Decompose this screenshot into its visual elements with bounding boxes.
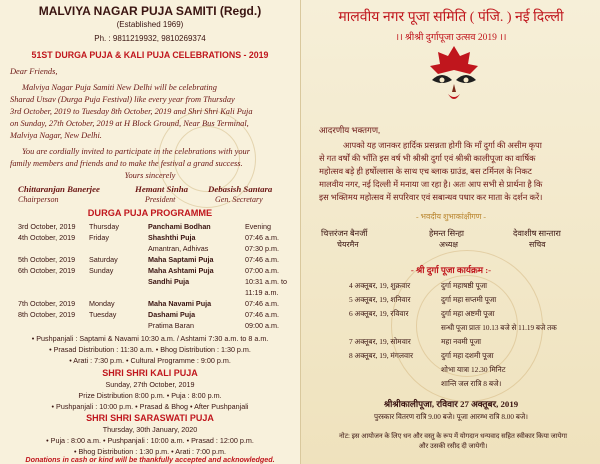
signatory-role: President	[145, 195, 176, 204]
invite-line: family members and friends and to make the festival a grand success.	[10, 159, 243, 168]
letter-line: Malviya Nagar Puja Samiti New Delhi will be celebrating	[22, 83, 217, 92]
hindi-programme-event: शोभा यात्रा 12.30 मिनिट	[441, 365, 506, 374]
kali-title: SHRI SHRI KALI PUJA	[102, 368, 198, 378]
hindi-org-name: मालवीय नगर पूजा समिति ( पंजि. ) नई दिल्ली	[338, 10, 564, 25]
programme-time: 07:46 a.m.	[245, 233, 279, 242]
left-pupil	[440, 78, 445, 83]
hindi-programme-event: दुर्गा महा दशमी पूजा	[441, 351, 494, 360]
saraswati-date: Thursday, 30th January, 2020	[102, 425, 198, 434]
hindi-letter-line: महोत्सव बड़े ही हर्षोल्लास के साथ एच ब्लाक ग्राउंड, बस टर्मिनल के निकट	[319, 167, 532, 176]
hindi-letter-line: से गत वर्षों की भाँति इस वर्ष भी श्रीश्री दुर्गा एवं श्रीश्री कालीपूजा का वार्षिक	[319, 154, 536, 163]
programme-time: 07:46 a.m.	[245, 255, 279, 264]
hindi-programme-title: - श्री दुर्गा पूजा कार्यक्रम :-	[410, 265, 492, 275]
hindi-kali-line: श्रीश्रीकालीपूजा, रविवार 27 अक्तूबर, 2019	[383, 399, 519, 409]
programme-time: 07:46 a.m.	[245, 310, 279, 319]
hindi-programme-event: दुर्गा महा अष्टमी पूजा	[441, 309, 495, 318]
hindi-programme-event: सन्धी पूजा प्रातः 10.13 बजे से 11.19 बजे तक	[441, 324, 557, 332]
programme-day: Thursday	[89, 222, 119, 231]
hindi-greeting: आदरणीय भक्तगण,	[319, 125, 381, 135]
signatory-name: Hemant Sinha	[135, 184, 189, 194]
donation-footer: Donations in cash or kind will be thankfully accepted and acknowledged.	[25, 455, 275, 464]
programme-day: Sunday	[89, 266, 114, 275]
durga-note: • Pushpanjali : Saptami & Navami 10:30 a.m. / Ashtami 7:30 a.m. to 8 a.m.	[31, 334, 269, 343]
hindi-programme-date: 5 अक्तूबर, 19, शनिवार	[349, 295, 411, 304]
hindi-letter-line: मालवीय नगर, नई दिल्ली में मनाया जा रहा है। अतः आप सभी से प्रार्थना है कि	[319, 180, 543, 189]
programme-time: 10:31 a.m. to	[245, 277, 287, 286]
hindi-signatory-name: देवाशीष सान्तारा	[513, 229, 561, 238]
programme-date: 6th October, 2019	[18, 266, 76, 275]
programme-day: Saturday	[89, 255, 118, 264]
hindi-letter-line: आपको यह जानकर हार्दिक प्रसन्नता होगी कि माँ दुर्गा की असीम कृपा	[343, 141, 542, 150]
celebration-title: 51ST DURGA PUJA & KALI PUJA CELEBRATIONS - 2019	[31, 50, 269, 60]
programme-time: 07:00 a.m.	[245, 266, 279, 275]
letter-line: Malviya Nagar, New Delhi.	[10, 131, 102, 140]
org-name: MALVIYA NAGAR PUJA SAMITI (Regd.)	[38, 4, 262, 18]
hindi-programme-event: दुर्गा महा सप्तमी पूजा	[441, 295, 497, 304]
durga-note: • Prasad Distribution : 11:30 a.m. • Bhog Distribution : 1:30 p.m.	[49, 345, 251, 354]
durga-note: • Arati : 7:30 p.m. • Cultural Programme : 9:00 p.m.	[69, 356, 231, 365]
hindi-programme-date: 8 अक्तूबर, 19, मंगलवार	[349, 351, 414, 360]
programme-time: 07:46 a.m.	[245, 299, 279, 308]
signatory-role: Chairperson	[18, 195, 59, 204]
programme-event: Shashthi Puja	[148, 233, 196, 242]
hindi-signatory-heading: - भवदीय शुभाकांक्षीगण -	[416, 212, 486, 221]
kali-line: • Pushpanjali : 10:00 p.m. • Prasad & Bhog • After Pushpanjali	[51, 402, 249, 411]
programme-event: Sandhi Puja	[148, 277, 190, 286]
programme-event: Maha Saptami Puja	[148, 255, 214, 264]
crown-shape	[430, 46, 478, 74]
established: (Established 1969)	[116, 20, 184, 29]
hindi-programme-date: 4 अक्तूबर, 19, शुक्रवार	[349, 281, 411, 290]
yours-sincerely: Yours sincerely	[124, 171, 176, 180]
programme-event: Maha Navami Puja	[148, 299, 212, 308]
hindi-programme-event: महा नवमी पूजा	[441, 337, 482, 346]
programme-event: Dashami Puja	[148, 310, 196, 319]
kali-line: Prize Distribution 8:00 p.m. • Puja : 8:00 p.m.	[78, 391, 222, 400]
hindi-note: नोट: इस आयोजन के लिए धन और वस्तु के रूप में योगदान धन्यवाद सहित स्वीकार किया जायेगा और उसकी रसीद दी जायेगी।	[339, 433, 567, 450]
saraswati-line: • Puja : 8:00 a.m. • Pushpanjali : 10:00 a.m. • Prasad : 12:00 p.m.	[46, 436, 254, 445]
invite-line: You are cordially invited to participate in the celebrations with your	[22, 147, 250, 156]
programme-event: Amantran, Adhivas	[148, 244, 209, 253]
programme-title: DURGA PUJA PROGRAMME	[87, 208, 213, 218]
nose-shape	[452, 84, 456, 92]
right-pupil	[464, 78, 469, 83]
programme-event: Maha Ashtami Puja	[148, 266, 214, 275]
hindi-programme-event: दुर्गा महाषष्ठी पूजा	[441, 281, 488, 290]
signatory-role: Gen. Secretary	[215, 195, 263, 204]
signatory-name: Chittaranjan Banerjee	[18, 184, 100, 194]
programme-date: 5th October, 2019	[18, 255, 76, 264]
hindi-programme-date: 6 अक्तूबर, 19, रविवार	[349, 309, 409, 318]
programme-time: 09:00 a.m.	[245, 321, 279, 330]
hindi-letter-line: इस भक्तिमय महोत्सव में सपरिवार एवं सबान्धव पधार कर माता के दर्शन करें।	[319, 193, 543, 202]
programme-date: 3rd October, 2019	[18, 222, 76, 231]
hindi-kali-sub: पुरस्कार वितरण रात्रि 9.00 बजे। पूजा आरम्भ रात्रि 8.00 बजे।	[374, 413, 528, 421]
programme-event: Pratima Baran	[148, 321, 194, 330]
phone: Ph. : 9811219932, 9810269374	[94, 34, 206, 43]
saraswati-title: SHRI SHRI SARASWATI PUJA	[86, 413, 214, 423]
kali-date: Sunday, 27th October, 2019	[105, 380, 195, 389]
letter-line: on Sunday, 27th October, 2019 at H Block Ground, Near Bus Terminal,	[10, 119, 249, 128]
programme-event: Panchami Bodhan	[148, 222, 211, 231]
hindi-programme-event: शान्ति जल रात्रि 8 बजे।	[441, 379, 502, 388]
durga-face-icon	[424, 44, 484, 114]
hindi-signatory-role: चेयरमैन	[337, 240, 359, 249]
programme-time: 07:30 p.m.	[245, 244, 279, 253]
hindi-panel	[300, 0, 600, 464]
letter-line: Sharad Utsav (Durga Puja Festival) like every year from Thursday	[10, 95, 235, 104]
programme-date: 8th October, 2019	[18, 310, 76, 319]
signatory-name: Debasish Santara	[208, 184, 273, 194]
programme-time: Evening	[245, 222, 271, 231]
hindi-signatory-name: चित्तरंजन बैनर्जी	[321, 229, 368, 238]
programme-day: Tuesday	[89, 310, 117, 319]
hindi-signatory-role: अध्यक्ष	[439, 240, 459, 249]
programme-date: 4th October, 2019	[18, 233, 76, 242]
programme-time: 11:19 a.m.	[245, 288, 279, 297]
programme-date: 7th October, 2019	[18, 299, 76, 308]
programme-day: Friday	[89, 233, 109, 242]
letter-line: 3rd October, 2019 to Tuesday 8th October, 2019 and Shri Shri Kali Puja	[10, 107, 253, 116]
hindi-signatory-role: सचिव	[529, 240, 546, 249]
programme-day: Monday	[89, 299, 115, 308]
hindi-utsav: ।। श्रीश्री दुर्गापूजा उत्सव 2019 ।।	[395, 33, 507, 43]
greeting: Dear Friends,	[10, 67, 58, 76]
saraswati-line: • Bhog Distribution : 1:30 p.m. • Arati : 7:00 p.m.	[73, 447, 227, 456]
hindi-signatory-name: हेमन्त सिन्हा	[429, 229, 465, 238]
hindi-programme-date: 7 अक्तूबर, 19, सोमवार	[349, 337, 411, 346]
lips-shape	[448, 94, 460, 99]
